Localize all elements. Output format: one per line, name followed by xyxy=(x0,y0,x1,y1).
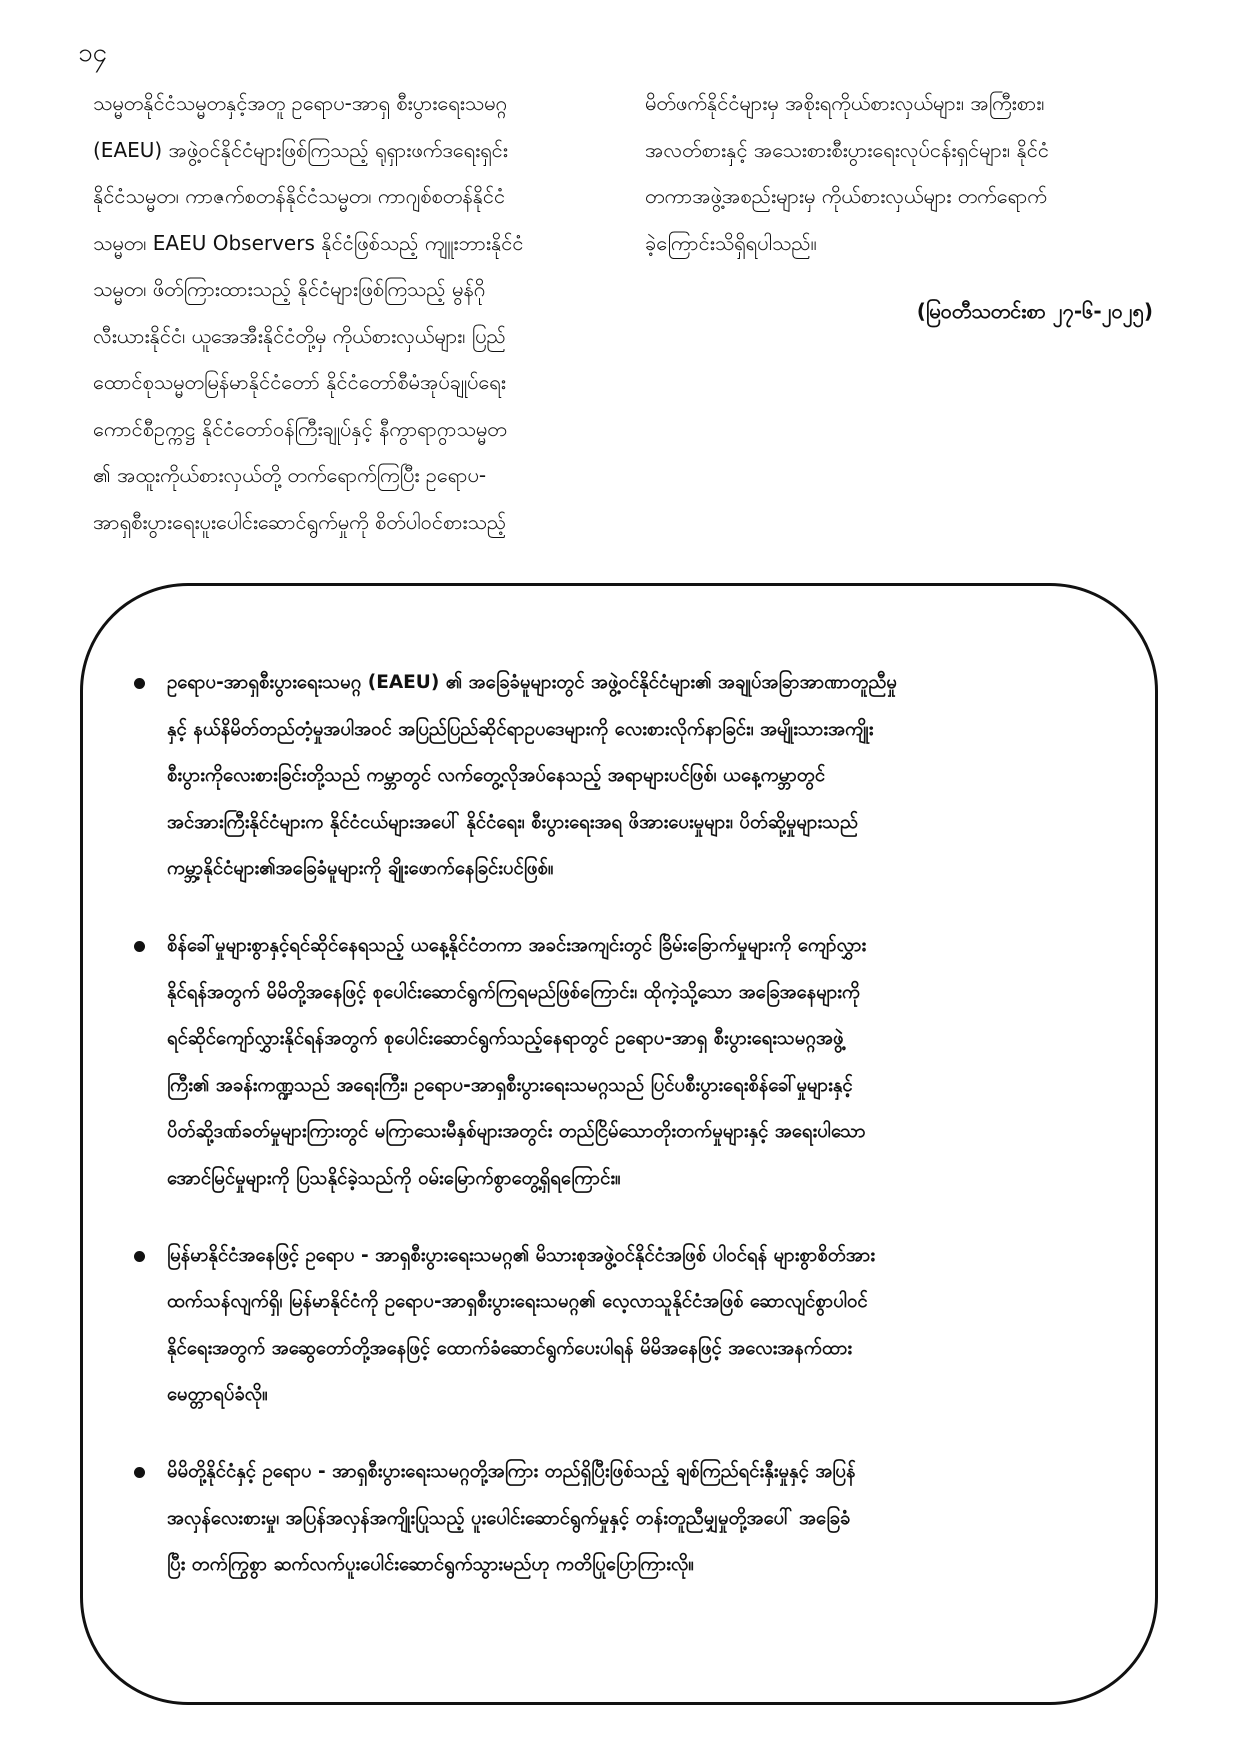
left-column-line: ၏ အထူးကိုယ်စားလှယ်တို့ တက်ရောက်ကြပြီး ဥရောပ- xyxy=(93,463,487,487)
left-column-line: (EAEU) အဖွဲ့ဝင်နိုင်ငံများဖြစ်ကြသည့် ရုရှားဖက်ဒရေးရှင်း xyxy=(93,137,508,162)
bullet-line: ပိတ်ဆို့ဒဏ်ခတ်မှုများကြားတွင် မကြာသေးမီနှစ်များအတွင်း တည်ငြိမ်သောတိုးတက်မှုများနှင့် အရေးပါသော xyxy=(167,1121,866,1143)
left-column xyxy=(93,80,598,545)
right-column xyxy=(645,80,1153,335)
page-number: ၁၄ xyxy=(78,38,108,68)
bullet-item xyxy=(134,923,1129,1203)
bullet-line: နိုင်ရေးအတွက် အဆွေတော်တို့အနေဖြင့် ထောက်ခံဆောင်ရွက်ပေးပါရန် မိမိအနေဖြင့် အလေးအနက်ထား xyxy=(167,1337,853,1359)
bullet-line: အင်အားကြီးနိုင်ငံများက နိုင်ငံငယ်များအပေါ် နိုင်ငံရေး၊ စီးပွားရေးအရ ဖိအားပေးမှုများ၊ ပိတ်ဆို့မှုများသည် xyxy=(167,811,858,833)
bullet-line: နိုင်ရန်အတွက် မိမိတို့အနေဖြင့် စုပေါင်းဆောင်ရွက်ကြရမည်ဖြစ်ကြောင်း၊ ထိုကဲ့သို့သော အခြေအနေများကို xyxy=(167,981,861,1003)
bullet-line: ကြီး၏ အခန်းကဏ္ဍသည် အရေးကြီး၊ ဥရောပ-အာရှစီးပွားရေးသမဂ္ဂသည် ပြင်ပစီးပွားရေးစိန်ခေါ်မှုများနှင့် xyxy=(167,1074,853,1096)
left-column-line: လီးယားနိုင်ငံ၊ ယူအေအီးနိုင်ငံတို့မှ ကိုယ်စားလှယ်များ၊ ပြည် xyxy=(93,323,506,348)
left-column-line: သမ္မတ၊ EAEU Observers နိုင်ငံဖြစ်သည့် ကျူးဘားနိုင်ငံ xyxy=(93,230,524,255)
bullet-line: စိန်ခေါ်မှုများစွာနှင့်ရင်ဆိုင်နေရသည့် ယနေ့နိုင်ငံတကာ အခင်းအကျင်းတွင် ခြိမ်းခြောက်မှုများကို ကျော်လွှား xyxy=(167,934,867,956)
bullet-line: ထက်သန်လျက်ရှိ၊ မြန်မာနိုင်ငံကို ဥရောပ-အာရှစီးပွားရေးသမဂ္ဂ၏ လေ့လာသူနိုင်ငံအဖြစ် ဆောလျင်စွာပါဝင် xyxy=(167,1291,868,1313)
bullet-line: မေတ္တာရပ်ခံလို။ xyxy=(167,1384,268,1406)
bullet-item xyxy=(134,1233,1129,1419)
bullet-line: ကမ္ဘာ့နိုင်ငံများ၏အခြေခံမူများကို ချိုးဖောက်နေခြင်းပင်ဖြစ်။ xyxy=(167,858,554,880)
left-column-line: ထောင်စုသမ္မတမြန်မာနိုင်ငံတော် နိုင်ငံတော်စီမံအုပ်ချုပ်ရေး xyxy=(93,370,506,394)
bullet-line: ရင်ဆိုင်ကျော်လွှားနိုင်ရန်အတွက် စုပေါင်းဆောင်ရွက်သည့်နေရာတွင် ဥရောပ-အာရှ စီးပွားရေးသမဂ္ဂအဖွဲ့ xyxy=(167,1028,844,1050)
right-column-line: မိတ်ဖက်နိုင်ငံများမှ အစိုးရကိုယ်စားလှယ်များ၊ အကြီးစား၊ xyxy=(645,91,1045,115)
right-column-line: ခဲ့ကြောင်းသိရှိရပါသည်။ xyxy=(645,230,817,255)
bullet-dot-icon xyxy=(134,1467,145,1478)
bullet-line: နှင့် နယ်နိမိတ်တည်တံ့မှုအပါအဝင် အပြည်ပြည်ဆိုင်ရာဥပဒေများကို လေးစားလိုက်နာခြင်း၊ အမျိုးသားအကျိုး xyxy=(167,718,874,740)
bullet-dot-icon xyxy=(134,1251,145,1262)
left-column-line: အာရှစီးပွားရေးပူးပေါင်းဆောင်ရွက်မှုကို စိတ်ပါဝင်စားသည့် xyxy=(93,509,507,534)
bullet-line: မိမိတို့နိုင်ငံနှင့် ဥရောပ - အာရှစီးပွားရေးသမဂ္ဂတို့အကြား တည်ရှိပြီးဖြစ်သည့် ချစ်ကြည်ရင်းနှီးမှုနှင့် အပြန် xyxy=(167,1460,856,1482)
right-column-line: တကာအဖွဲ့အစည်းများမှ ကိုယ်စားလှယ်များ တက်ရောက် xyxy=(645,184,1047,208)
left-column-line: ကောင်စီဥက္ကဋ္ဌ နိုင်ငံတော်ဝန်ကြီးချုပ်နှင့် နီကွာရာဂွာသမ္မတ xyxy=(93,416,507,441)
news-source-citation: (မြဝတီသတင်းစာ ၂၇-၆-၂၀၂၅) xyxy=(916,299,1153,323)
bullet-dot-icon xyxy=(134,941,145,952)
bullet-item xyxy=(134,1449,1129,1589)
bullet-line: စီးပွားကိုလေးစားခြင်းတို့သည် ကမ္ဘာတွင် လက်တွေ့လိုအပ်နေသည့် အရာများပင်ဖြစ်၊ ယနေ့ကမ္ဘာတွင် xyxy=(167,765,826,787)
right-column-line: အလတ်စားနှင့် အသေးစားစီးပွားရေးလုပ်ငန်းရှင်များ၊ နိုင်ငံ xyxy=(645,137,1049,162)
bullet-line: အလှန်လေးစားမှု၊ အပြန်အလှန်အကျိုးပြုသည့် ပူးပေါင်းဆောင်ရွက်မှုနှင့် တန်းတူညီမျှမှုတို့အပေါ် အခြေခံ xyxy=(167,1507,851,1529)
bullet-line: ဥရောပ-အာရှစီးပွားရေးသမဂ္ဂ (EAEU) ၏ အခြေခံမူများတွင် အဖွဲ့ဝင်နိုင်ငံများ၏ အချုပ်အခြာအာဏာတူညီမှု xyxy=(167,672,897,693)
bullet-line: ပြီး တက်ကြွစွာ ဆက်လက်ပူးပေါင်းဆောင်ရွက်သွားမည်ဟု ကတိပြုပြောကြားလို။ xyxy=(167,1554,694,1576)
bullet-dot-icon xyxy=(134,678,145,689)
left-column-line: သမ္မတ၊ ဖိတ်ကြားထားသည့် နိုင်ငံများဖြစ်ကြသည့် မွန်ဂို xyxy=(93,277,486,301)
bullet-list xyxy=(134,660,1129,1619)
bullet-line: မြန်မာနိုင်ငံအနေဖြင့် ဥရောပ - အာရှစီးပွားရေးသမဂ္ဂ၏ မိသားစုအဖွဲ့ဝင်နိုင်ငံအဖြစ် ပါဝင်ရန် များစွာစိတ်အား xyxy=(167,1244,876,1266)
left-column-line: နိုင်ငံသမ္မတ၊ ကာဇက်စတန်နိုင်ငံသမ္မတ၊ ကာဂျစ်စတန်နိုင်ငံ xyxy=(93,184,506,208)
bullet-line: အောင်မြင်မှုများကို ပြသနိုင်ခဲ့သည်ကို ဝမ်းမြောက်စွာတွေ့ရှိရကြောင်း။ xyxy=(167,1167,621,1189)
left-column-line: သမ္မတနိုင်ငံသမ္မတနှင့်အတူ ဥရောပ-အာရှ စီးပွားရေးသမဂ္ဂ xyxy=(93,91,507,115)
bullet-item xyxy=(134,660,1129,893)
